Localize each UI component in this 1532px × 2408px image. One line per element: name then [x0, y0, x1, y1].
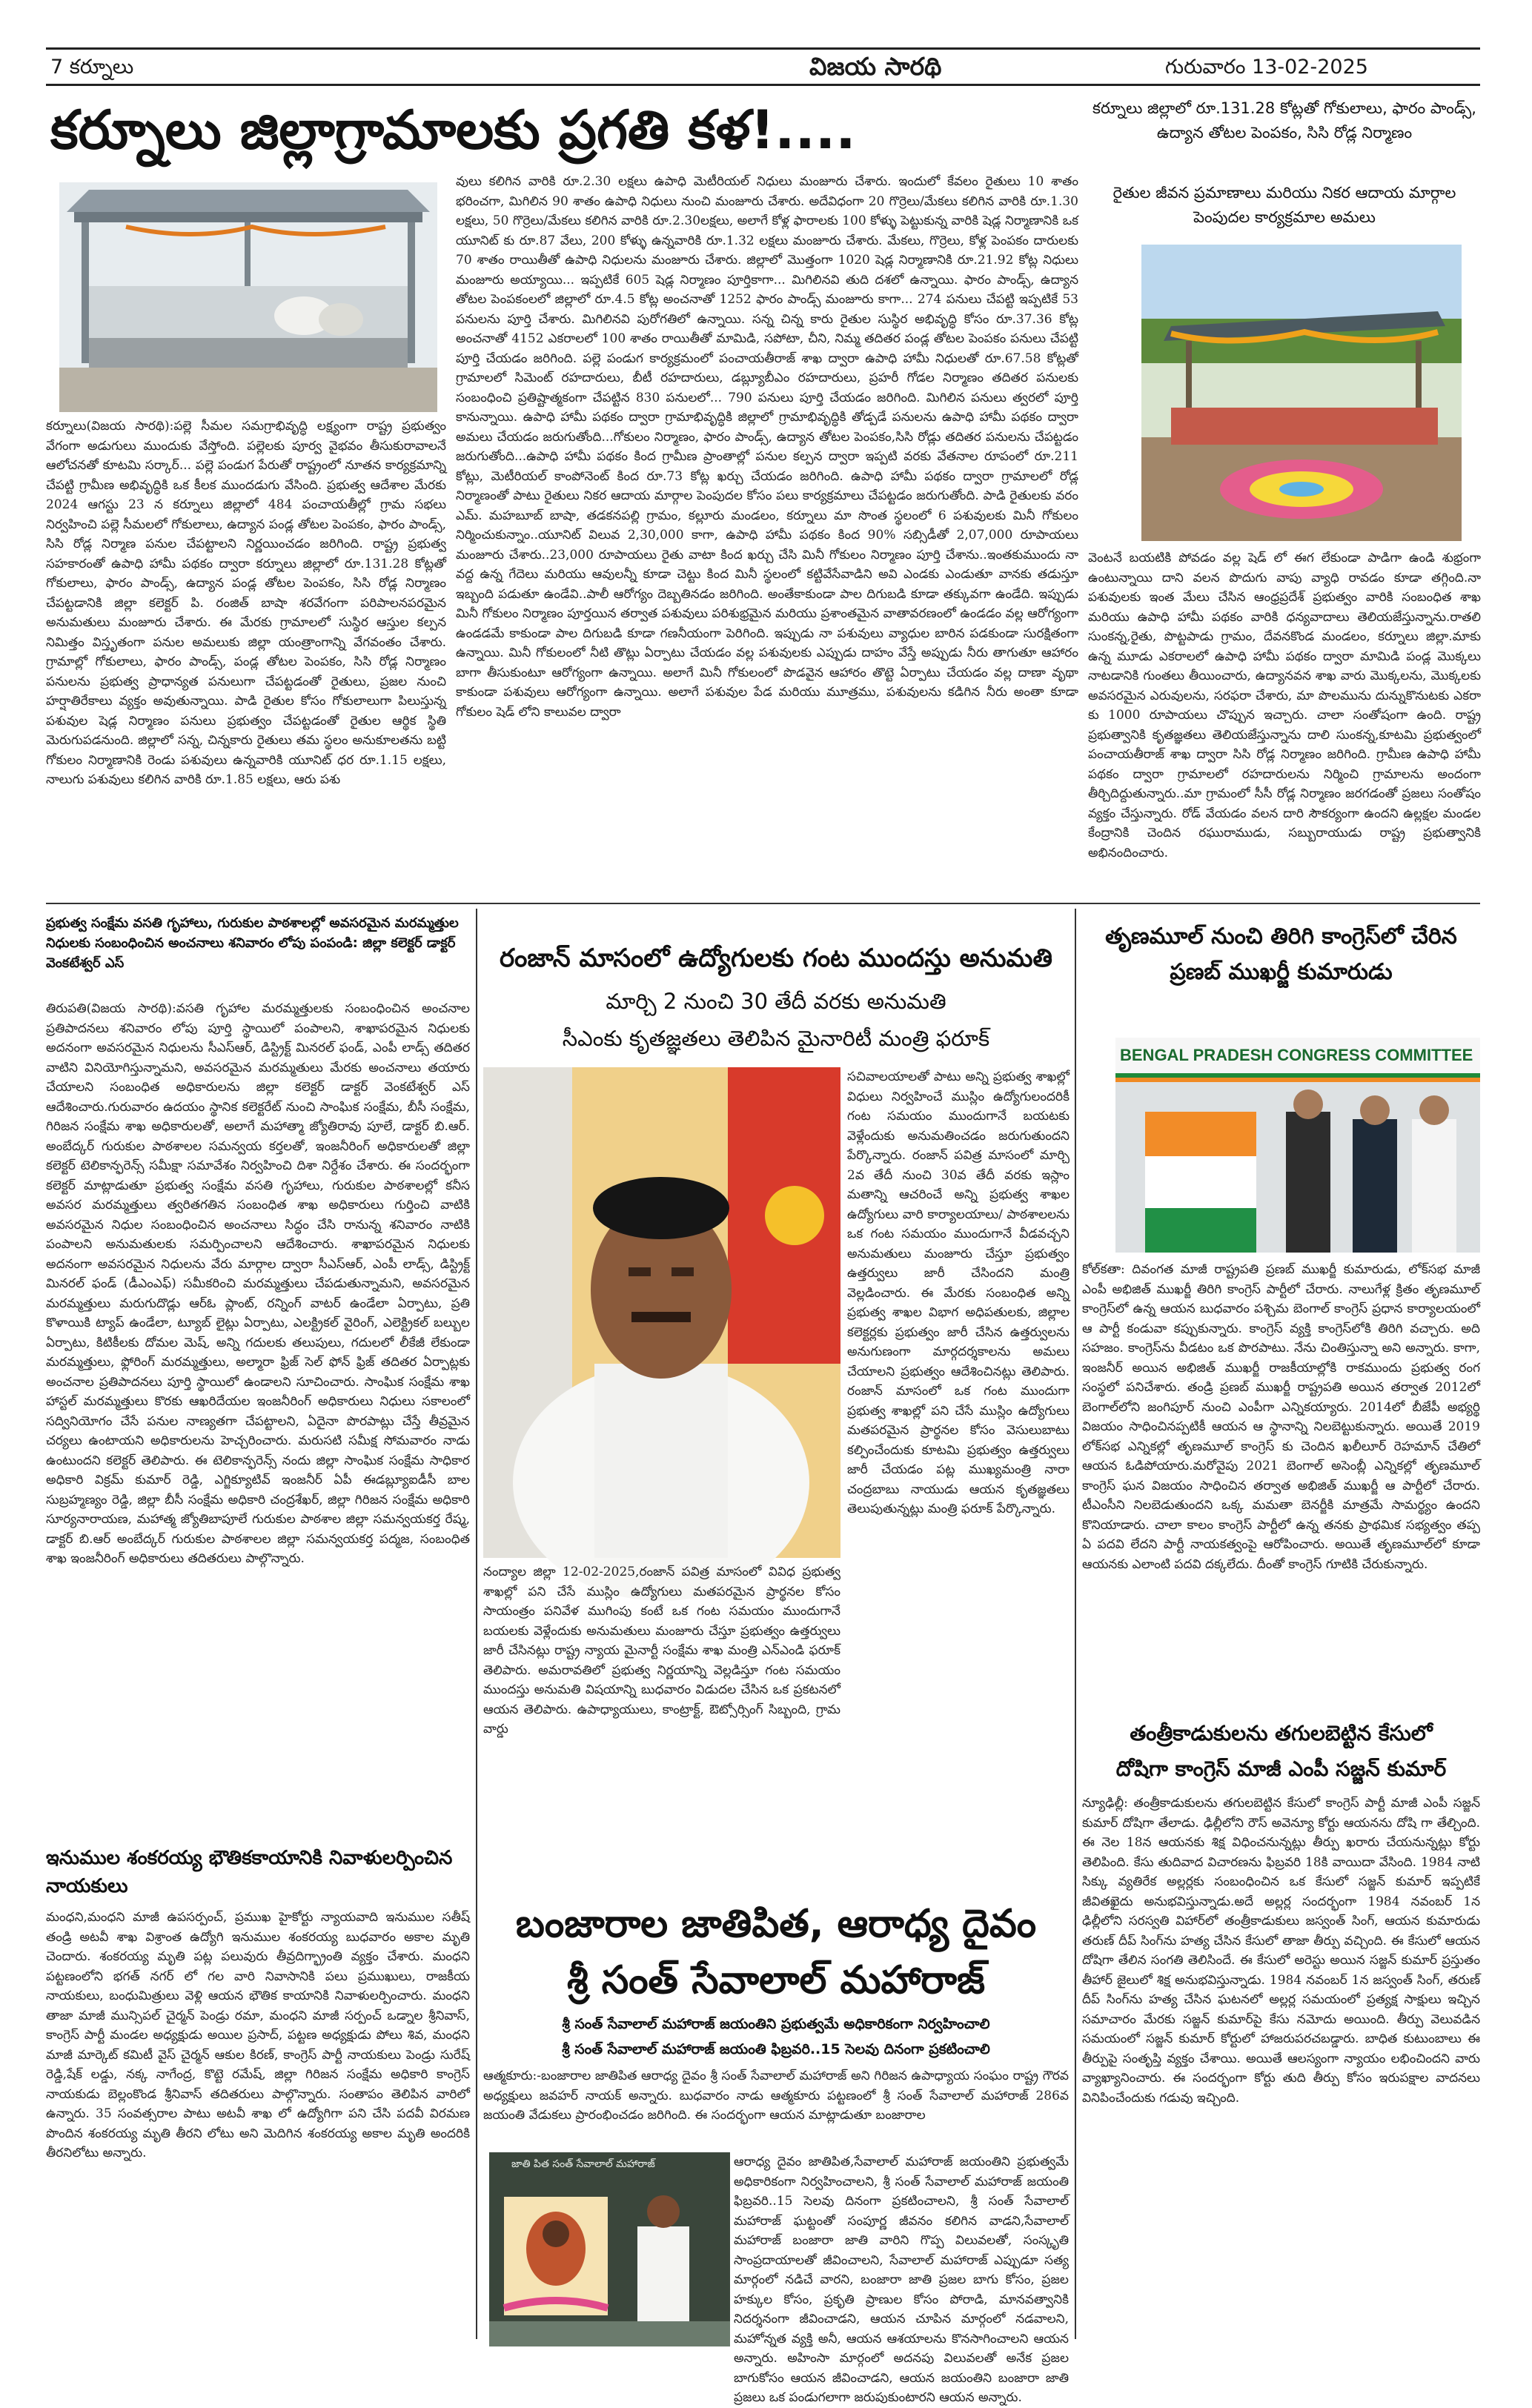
sajjan-body: న్యూఢిల్లీ: తంత్రీకాడుకులను తగులబెట్టిన కేసులో కాంగ్రెస్ పార్టీ మాజీ ఎంపీ సజ్జన్ కుమార్ దోషిగా తేలాడు. ఢిల్లీలోని రౌస్ అవెన్యూ కోర్టు ఆయనను దోషి గా తేల్చింది. ఈ నెల 18న ఆయనకు శిక్ష విధించనున్నట్లు తీర్పు ఖరారు చేయనున్నట్లు కోర్టు తెలిపింది. కేసు తుదివాద విచారణను ఫిబ్రవరి 18కి వాయిదా వేసింది. 1984 నాటి సిక్కు వ్యతిరేక అల్లర్లకు సంబంధించిన ఒక కేసులో సజ్జన్ కుమార్ ఇప్పటికే జీవితఖైదు అనుభవిస్తున్నాడు.అదే అల్లర్ల సందర్భంగా 1984 నవంబర్ 1న ఢిల్లీలోని సరస్వతి విహార్‌లో తంత్రీకాడుకులు జస్వంత్ సింగ్, ఆయన కుమారుడు తరుణ్ దీప్ సింగ్‌ను హత్య చేసిన కేసులో తాజా తీర్పు వచ్చింది. ఈ కేసులో ఆయన దోషిగా తేలిన సంగతి తెలిసిందే. ఈ కేసులో అరెస్టు అయిన సజ్జన్ కుమార్ ప్రస్తుతం తీహార్ జైలులో శిక్ష అనుభవిస్తున్నాడు. 1984 నవంబర్ 1న జస్వంత్ సింగ్, తరుణ్ దీప్ సింగ్‌ను హత్య చేసిన ఘటనలో అల్లర్ల సమయంలో ప్రత్యక్ష సాక్షులు ఇచ్చిన సమాచారం మేరకు సజ్జన్ కుమార్‌పై కేసు నమోదు అయింది. తీర్పు వెలువడిన సమయంలో సజ్జన్ కుమార్ కోర్టులో హాజరుపరచబడ్డారు. బాధిత కుటుంబాలు ఈ తీర్పుపై సంతృప్తి వ్యక్తం చేశాయి. అయితే ఆలస్యంగా న్యాయం లభించిందని వారు వ్యాఖ్యానించారు. ఈ సందర్భంగా కోర్టు తుది తీర్పు కోసం ఇరుపక్షాల వాదనలు వినిపించేందుకు గడువు ఇచ్చింది.	[1082, 1796, 1480, 2106]
lead-col-left: కర్నూలు(విజయ సారథి):పల్లె సీమల సమగ్రాభివృద్ధి లక్ష్యంగా రాష్ట్ర ప్రభుత్వం వేగంగా అడుగులు ముందుకు వేస్తోంది. పల్లెలకు పూర్వ వైభవం తీసుకురావాలనే ఆలోచనతో కూటమి సర్కార్... పల్లె పండుగ పేరుతో రాష్ట్రంలో నూతన కార్యక్రమాన్ని చేపట్టి గ్రామీణ అభివృద్ధికి ఒక కీలక ముందడుగు వేసింది. ప్రభుత్వ ఆదేశాల మేరకు 2024 ఆగస్టు 23 న కర్నూలు జిల్లాలో 484 పంచాయతీల్లో గ్రామ సభలు నిర్వహించి పల్లె సీమలలో గోకులాలు, ఉద్యాన పండ్ల తోటల పెంపకం, ఫారం పాండ్స్, సిసి రోడ్ల నిర్మాణ పనుల చేపట్టాలని నిర్ణయించడం జరిగింది. రాష్ట్ర ప్రభుత్వ సహకారంతో ఉపాధి హామీ పథకం ద్వారా కర్నూలు జిల్లాలో రూ.131.28 కోట్లతో గోకులాలు, ఫారం పాండ్స్, ఉద్యాన పండ్ల తోటల పెంపకం, సిసి రోడ్ల నిర్మాణం చేపట్టడానికి జిల్లా కలెక్టర్ పి. రంజిత్ బాషా శరవేగంగా పరిపాలనపరమైన అనుమతులు మంజూరు చేశారు. ఈ మేరకు గ్రామాలలో సుస్థిర ఆస్తుల కల్పన నిమిత్తం విస్తృతంగా పనుల అమలుకు జిల్లా యంత్రాంగాన్ని వేగవంతం చేశారు. గ్రామాల్లో గోకులాలు, ఫారం పాండ్స్, పండ్ల తోటల పెంపకం, సిసి రోడ్ల నిర్మాణం పనులను ప్రభుత్వ ప్రాధాన్యత పనులుగా చేపట్టడంతో రైతులు, ప్రజల నుంచి హర్షాతిరేకాలు వ్యక్తం అవుతున్నాయి. పాడి రైతుల కోసం గోకులాలుగా పిలుస్తున్న పశువుల షెడ్ల నిర్మాణం పనులు ప్రభుత్వం చేపట్టడంతో రైతుల ఆర్థిక స్థితి మెరుగుపడనుంది. జిల్లాలో సన్న, చిన్నకారు రైతులు తమ స్థలం అనుకూలతను బట్టి గోకులం నిర్మాణానికి రెండు పశువులు ఉన్నవారికి యూనిట్ ధర రూ.1.15 లక్షలు, నాలుగు పశువులు కలిగిన వారికి రూ.1.85 లక్షలు, ఆరు పశు	[46, 419, 446, 787]
sevalal-portrait-illustration	[489, 2152, 730, 2346]
masthead	[46, 47, 1480, 86]
ramzan-headline: రంజాన్ మాసంలో ఉద్యోగులకు గంట ముందస్తు అనుమతి	[499, 943, 1053, 973]
sevalal-photo	[489, 2152, 730, 2346]
sajjan-headline-1: తంత్రీకాడుకులను తగులబెట్టిన కేసులో	[1130, 1721, 1433, 1745]
sevalal-subhead-2: శ్రీ సంత్ సేవాలాల్ మహారాజ్ జయంతి ఫిబ్రవరి..15 సెలవు దినంగా ప్రకటించాలి	[562, 2041, 990, 2057]
ramzan-subhead-1: మార్చి 2 నుంచి 30 తేదీ వరకు అనుమతి	[606, 989, 946, 1014]
sankaraiah-body: మంధని,మంధని మాజీ ఉపసర్పంచ్, ప్రముఖ హైకోర్టు న్యాయవాది ఇనుముల సతీష్ తండ్రి అటవీ శాఖ విశ్రాంత ఉద్యోగి ఇనుముల శంకరయ్య బుధవారం అకాల మృతి చెందారు. శంకరయ్య మృతి పట్ల పలువురు తీవ్రదిగ్భ్రాంతి వ్యక్తం చేశారు. మంధని పట్టణంలోని భగత్ నగర్ లో గల వారి నివాసానికి పలు ప్రముఖులు, రాజకీయ నాయకులు, బంధుమిత్రులు వెళ్లి ఆయన భౌతిక కాయానికి నివాళులర్పించారు. మంధని తాజా మాజీ మున్సిపల్ చైర్మన్ పెండ్రు రమా, మంధని మాజీ సర్పంచ్ ఒడ్నాల శ్రీనివాస్, కాంగ్రెస్ పార్టీ మండల అధ్యక్షుడు అయిల ప్రసాద్, పట్టణ అధ్యక్షుడు పోలు శివ, మంధని మాజీ మార్కెట్ కమిటీ వైస్ చైర్మన్ ఆకుల కిరణ్, కాంగ్రెస్ పార్టీ నాయకులు పెండ్రు సురేష్ రెడ్డి,షేక్ లడ్డు, నక్క నాగేంద్ర, కొట్టె రమేష్, జిల్లా గిరిజన సంక్షేమ అధికారి కాంగ్రెస్ నాయకుడు బెల్లంకొండ శ్రీనివాస్ తదితరులు పాల్గొన్నారు. సంతాపం తెలిపిన వారిలో ఉన్నారు. 35 సంవత్సరాల పాటు అటవీ శాఖ లో ఉద్యోగిగా పని చేసి పదవీ విరమణ పొందిన శంకరయ్య మృతి తీరని లోటు అని మెదిగిన శంకరయ్య అకాల మృతి అందరికి తీరనిలోటు అన్నారు.	[46, 1910, 470, 2160]
pranab-photo	[1115, 1038, 1480, 1253]
pranab-body: కోల్‌కతా: దివంగత మాజీ రాష్ట్రపతి ప్రణబ్ ముఖర్జీ కుమారుడు, లోక్‌సభ మాజీ ఎంపీ అభిజిత్ ముఖర్జీ తిరిగి కాంగ్రెస్ పార్టీలో చేరారు. నాలుగేళ్ల క్రితం తృణమూల్ కాంగ్రెస్‌లో ఉన్న ఆయన బుధవారం పశ్చిమ బెంగాల్ కాంగ్రెస్ ప్రధాన కార్యాలయంలో ఆ పార్టీ కండువా కప్పుకున్నారు. కాంగ్రెస్ వ్యక్తి కాంగ్రెస్‌లోకి తిరిగి వచ్చారు. అది సహజం. కాంగ్రెస్‌ను వీడటం ఒక పొరపాటు. నేను చింతిస్తున్నా అని అన్నారు. కాగా, ఇంజనీర్ అయిన అభిజిత్ ముఖర్జీ రాజకీయాల్లోకి రాకముందు ప్రభుత్వ రంగ సంస్థలో పనిచేశారు. తండ్రి ప్రణబ్ ముఖర్జీ రాష్ట్రపతి అయిన తర్వాత 2012లో బెంగాల్‌లోని జంగిపూర్ నుంచి ఎంపీగా ఎన్నికయ్యారు. 2014లో బీజేపీ అభ్యర్థి విజయం సాధించినప్పటికీ ఆయన ఆ స్థానాన్ని నిలబెట్టుకున్నారు. అయితే 2019 లోక్‌సభ ఎన్నికల్లో తృణమూల్ కాంగ్రెస్ కు చెందిన ఖలీలూర్ రెహమాన్ చేతిలో ఆయన ఓడిపోయారు.మరోవైపు 2021 బెంగాల్ అసెంబ్లీ ఎన్నికల్లో తృణమూల్ కాంగ్రెస్ ఘన విజయం సాధించిన తర్వాత అభిజిత్ ముఖర్జీ ఆ పార్టీలో చేరారు. టీఎంసీని నిలబెడుతుందని ఒక్క మమతా బెనర్జీకి మాత్రమే సామర్థ్యం ఉందని కొనియాడారు. చాలా కాలం కాంగ్రెస్ పార్టీలో ఉన్న తనకు ప్రాథమిక సభ్యత్వం తప్ప ఏ పదవి లేదని పార్టీ నాయకత్వంపై ఆరోపించారు. అయితే తృణమూల్‌లో కూడా ఆయనకు ఎలాంటి పదవి దక్కలేదు. దీంతో కాంగ్రెస్ గూటికి చేరుకున్నారు.	[1082, 1262, 1480, 1572]
section-divider	[46, 903, 1480, 904]
lead-photo-rangoli	[1141, 245, 1462, 541]
pranab-headline: తృణమూల్ నుంచి తిరిగి కాంగ్రెస్‌లో చేరిన ప్రణబ్ ముఖర్జీ కుమారుడు	[1105, 923, 1457, 985]
lead-col-right: వెంటనే బయటికి పోవడం వల్ల షెడ్ లో ఈగ లేకుండా పాడిగా ఉండి శుభ్రంగా ఉంటున్నాయి దాని వలన పొదుగు వాపు వ్యాధి రావడం కూడా తగ్గింది.నా పశువులకు ఇంత మేలు చేసిన ఆంధ్రప్రదేశ్ ప్రభుత్వం వారికి సంబంధిత శాఖ మరియు ఉపాధి హామీ పథకం వారికి ధన్యవాదాలు తెలియజేస్తున్నాను.రాతలి సుంకన్న,రైతు, పొట్టపాడు గ్రామం, దేవనకొండ మండలం, కర్నూలు జిల్లా.మాకు ఉన్న మూడు ఎకరాలలో ఉపాధి హామీ పథకం ద్వారా మామిడి పండ్ల మొక్కలు నాటడానికి గుంతలు తీయించారు, ఉద్యానవన శాఖ వారు మొక్కలను, మొక్కలకు అవసరమైన ఎరువులను, సరఫరా చేశారు, మా పొలమును దున్నుకొనుటకు ఎకరా కు 1000 రూపాయలు చొప్పున ఇచ్చారు. చాలా సంతోషంగా ఉంది. రాష్ట్ర ప్రభుత్వానికి కృతజ్ఞతలు తెలియజేస్తున్నాను దాలి సుంకన్న,కూటమి ప్రభుత్వంలో పంచాయతీరాజ్ శాఖ ద్వారా సిసి రోడ్ల నిర్మాణం జరిగింది. గ్రామీణ ఉపాధి హామీ పథకం ద్వారా గ్రామాలలో రహదారులను నిర్మించి గ్రామాలను అందంగా తీర్చిదిద్దుతున్నారు..మా గ్రామంలో సీసీ రోడ్ల నిర్మాణం జరగడంతో ప్రజలు సంతోషం వ్యక్తం చేస్తున్నారు. రోడ్ వేయడం వలన దారి సౌకర్యంగా ఉందని ఉల్లక్షల మండల కేంద్రానికి చెందిన రఘురాముడు, సబ్బురాయుడు రాష్ట్ర ప్రభుత్వానికి అభినందించారు.	[1088, 551, 1481, 860]
village-shed-rangoli-illustration	[1141, 245, 1462, 541]
sevalal-subhead-1: శ్రీ సంత్ సేవాలాల్ మహారాజ్ జయంతిని ప్రభుత్వమే అధికారికంగా నిర్వహించాలి	[562, 2016, 990, 2032]
ramzan-subhead-2: సీఎంకు కృతజ్ఞతలు తెలిపిన మైనారిటీ మంత్రి ఫరూక్	[562, 1026, 990, 1051]
ramzan-side-text: సచివాలయాలతో పాటు అన్ని ప్రభుత్వ శాఖల్లో విధులు నిర్వహించే ముస్లిం ఉద్యోగులందరికీ గంట సమయం ముందుగానే బయటకు వెళ్లేందుకు అనుమతించడం జరుగుతుందని పేర్కొన్నారు. రంజాన్ పవిత్ర మాసంలో మార్చి 2వ తేదీ నుంచి 30వ తేదీ వరకు ఇస్లాం మతాన్ని ఆచరించే అన్ని ప్రభుత్వ శాఖల ఉద్యోగులు వారి కార్యాలయాలు/ పాఠశాలలను ఒక గంట సమయం ముందుగానే వీడవచ్చని అనుమతులు మంజూరు చేస్తూ ప్రభుత్వం ఉత్తర్వులు జారీ చేసిందని మంత్రి వెల్లడించారు. ఈ మేరకు సంబంధిత అన్ని ప్రభుత్వ శాఖల విభాగ అధిపతులకు, జిల్లాల కలెక్టర్లకు ప్రభుత్వం జారీ చేసిన ఉత్తర్వులను అనుగుణంగా మార్గదర్శకాలను అమలు చేయాలని ప్రభుత్వం ఆదేశించినట్లు తెలిపారు. రంజాన్ మాసంలో ఒక గంట ముందుగా ప్రభుత్వ శాఖల్లో పని చేసే ముస్లిం ఉద్యోగులు మతపరమైన ప్రార్థనల కోసం వెసులుబాటు కల్పించేందుకు కూటమి ప్రభుత్వం ఉత్తర్వులు జారీ చేయడం పట్ల ముఖ్యమంత్రి నారా చంద్రబాబు నాయుడు ఆయన కృతజ్ఞతలు తెలుపుతున్నట్లు మంత్రి ఫరూక్ పేర్కొన్నారు.	[847, 1069, 1070, 1516]
column-rule-left	[476, 909, 477, 2339]
sevalal-intro: ఆత్మకూరు:-బంజారాల జాతిపిత ఆరాధ్య దైవం శ్రీ సంత్ సేవాలాల్ మహారాజ్ అని గిరిజన ఉపాధ్యాయ సంఘం రాష్ట్ర గౌరవ అధ్యక్షులు జవహర్ నాయక్ అన్నారు. బుధవారం నాడు ఆత్మకూరు పట్టణంలో శ్రీ సంత్ సేవాలాల్ మహారాజ్ 286వ జయంతి వేడుకలు ప్రారంభించడం జరిగింది. ఈ సందర్భంగా ఆయన మాట్లాడుతూ బంజారాల	[483, 2069, 1069, 2123]
sevalal-body: ఆరాధ్య దైవం జాతిపిత,సేవాలాల్ మహారాజ్ జయంతిని ప్రభుత్వమే అధికారికంగా నిర్వహించాలని, శ్రీ సంత్ సేవాలాల్ మహారాజ్ జయంతి ఫిబ్రవరి..15 సెలవు దినంగా ప్రకటించాలని, శ్రీ సంత్ సేవాలాల్ మహారాజ్ ఘట్టంతో సంపూర్ణ జీవనం కలిగిన వాడని,సేవాలాల్ మహారాజ్ బంజారా జాతి వారిని గొప్ప విలువలతో, సంస్కృతి సాంప్రదాయాలతో జీవించాలని, సేవాలాల్ మహారాజ్ ఎప్పుడూ సత్య మార్గంలో నడిచే వారని, బంజారా జాతి ప్రజల బాగు కోసం, ప్రజల హక్కుల కోసం, ప్రకృతి ప్రాణుల కోసం పోరాడి, మానవత్వానికి నిదర్శనంగా జీవించాడని, ఆయన చూపిన మార్గంలో నడవాలని, మహోన్నత వ్యక్తి అనీ, ఆయన ఆశయాలను కొనసాగించాలని ఆయన అన్నారు. అహింసా మార్గంలో అదనపు విలువలతో అనేక ప్రజల బాగుకోసం ఆయన జీవించాడని, ఆయన జయంతిని బంజారా జాతి ప్రజలు ఒక పండుగలాగా జరుపుకుంటారని ఆయన అన్నారు.	[734, 2155, 1069, 2405]
lead-headline: కర్నూలు జిల్లాగ్రామాలకు ప్రగతి కళ!....	[50, 99, 856, 161]
sevalal-headline-2: శ్రీ సంత్ సేవాలాల్ మహారాజ్	[566, 1958, 985, 2003]
sajjan-headline-2: దోషిగా కాంగ్రెస్ మాజీ ఎంపీ సజ్జన్ కుమార్	[1115, 1757, 1447, 1781]
paper-name: విజయ సారథి	[809, 52, 942, 81]
minister-photo	[483, 1067, 840, 1558]
page-label: 7 కర్నూలు	[50, 56, 134, 79]
lead-side-head-2: రైతుల జీవన ప్రమాణాలు మరియు నికర ఆదాయ మార్గాల పెంపుదల కార్యక్రమాల అమలు	[1112, 184, 1456, 226]
sevalal-headline-1: బంజారాల జాతిపిత, ఆరాధ్య దైవం	[515, 1902, 1037, 1946]
ramzan-caption: నంద్యాల జిల్లా 12-02-2025,రంజాన్ పవిత్ర మాసంలో వివిధ ప్రభుత్వ శాఖల్లో పని చేసే ముస్లిం ఉద్యోగులు మతపరమైన ప్రార్థనల కోసం సాయంత్రం పనివేళ ముగింపు కంటే ఒక గంట సమయం ముందుగానే బయలకు వెళ్లేందుకు అనుమతులు మంజూరు చేస్తూ ప్రభుత్వం ఉత్తర్వులు జారీ చేసినట్లు రాష్ట్ర న్యాయ మైనార్టీ సంక్షేమ శాఖ మంత్రి ఎన్ఎండి ఫరూక్ తెలిపారు. అమరావతిలో ప్రభుత్వ నిర్ణయాన్ని వెల్లడిస్తూ గంట సమయం ముందస్తు అనుమతి విషయాన్ని బుధవారం విడుదల చేసిన ఒక ప్రకటనలో ఆయన తెలిపారు. ఉపాధ్యాయులు, కాంట్రాక్ట్, ఔట్సోర్సింగ్ సిబ్బంది, గ్రామ వార్డు	[483, 1565, 840, 1737]
pranab-banner-text: BENGAL PRADESH CONGRESS COMMITTEE	[1120, 1046, 1473, 1064]
lead-col-middle: వులు కలిగిన వారికి రూ.2.30 లక్షలు ఉపాధి మెటీరియల్ నిధులు మంజూరు చేశారు. ఇందులో కేవలం రైతులు 10 శాతం భరించగా, మిగిలిన 90 శాతం ఉపాధి నిధులు నుంచి మంజూరు చేశారు. అదేవిధంగా 20 గొర్రెలు/మేకలు కలిగిన వారికి రూ.1.30 లక్షలు, 50 గొర్రెలు/మేకలు కలిగిన వారికి రూ.2.30లక్షలు, అలాగే కోళ్ల ఫారాలకు 100 కోళ్ళు పెట్టుకున్న వారికి షెడ్ల నిర్మాణానికి ఒక యూనిట్ కు రూ.87 వేలు, 200 కోళ్ళు ఉన్నవారికి రూ.1.32 లక్షలు మంజూరు చేశారు. మేకలు, గొర్రెలు, కోళ్ల పెంపకం దారులకు 70 శాతం రాయితీతో ఉపాధి నిధులను మంజూరు చేశారు. జిల్లాలో మొత్తంగా 1020 షెడ్ల నిర్మాణానికి రూ.21.92 కోట్ల నిధులు మంజూరు అయ్యాయి... ఇప్పటికే 605 షెడ్ల నిర్మాణం పూర్తికాగా... మిగిలినవి తుది దశలో ఉన్నాయి. ఫారం పాండ్స్, ఉద్యాన తోటల పెంపకంలలో జిల్లాలో రూ.4.5 కోట్ల అంచనాతో 1252 ఫారం పాండ్స్ మంజూరు కాగా... 274 పనులు చేపట్టి ఇప్పటికే 53 పనులను పూర్తి చేశారు. మిగిలినవి పురోగతిలో ఉన్నాయి. సన్న చిన్న కారు రైతుల సుస్థిర అభివృద్ధి కోసం రూ.37.36 కోట్ల అంచనాతో 4152 ఎకరాలలో 100 శాతం రాయితీతో మామిడి, సపోటా, చీని, నిమ్మ తదితర పండ్ల తోటల పెంపకం పనులు చేపట్టి పూర్తి చేయడం జరిగింది. పల్లె పండుగ కార్యక్రమంలో పంచాయతీరాజ్ శాఖ ద్వారా ఉపాధి హామీ నిధులతో రూ.67.58 కోట్లతో గ్రామాలలో సిమెంట్ రహదారులు, బీటీ రహదారులు, డబ్ల్యూబీఎం రహదారులు, ప్రహరీ గోడల నిర్మాణం తదితర పనులకు సంబంధించి ప్రతిష్టాత్మకంగా చేపట్టిన 830 పనులలో... 790 పనులు పూర్తి చేయడం జరిగింది. మిగిలిన పనులు త్వరలో పూర్తి కానున్నాయి. ఉపాధి హామీ పథకం ద్వారా గ్రామాభివృద్ధికి జిల్లాలో గ్రామాభివృద్ధికి తోడ్పడే పనులను ఉపాధి హామీ పథకం ద్వారా అమలు చేయడం జరుగుతోంది...గోకులం నిర్మాణం, ఫారం పాండ్స్, ఉద్యాన తోటల పెంపకం,సిసి రోడ్లు తదితర పనులను చేపట్టడం జరుగుతోంది...ఉపాధి హామీ పథకం కింద గ్రామీణ ప్రాంతాల్లో పనుల కల్పన ద్వారా ఇప్పటి వరకు వేతనాల రూపంలో రూ.211 కోట్లు, మెటీరియల్ కాంపోనెంట్ కింద రూ.73 కోట్ల ఖర్చు చేయడం జరిగింది. ఉపాధి హామీ పథకం ద్వారా గ్రామాలలో రోడ్ల నిర్మాణంతో పాటు రైతులు నికర ఆదాయ మార్గాల పెంపుదల కోసం పలు కార్యక్రమాలు చేపట్టడం జరుగుతోంది. పాడి రైతులకు వరం ఎమ్. మహబూబ్ బాషా, తడకనపల్లి గ్రామం, కల్లూరు మండలం, కర్నూలు మా సొంత స్థలంలో 6 పశువులకు మినీ గోకులం నిర్మించుకున్నాం..యూనిట్ విలువ 2,30,000 కాగా, ఉపాధి హామీ పథకం కింద 90% సబ్సిడీతో 2,07,000 రూపాయలు మంజూరు చేశారు..23,000 రూపాయలు రైతు వాటా కింద ఖర్చు చేసి మినీ గోకులం నిర్మాణం పూర్తి చేశాను..ఇంతకుముందు నా వద్ద ఉన్న గేదెలు మరియు ఆవులన్నీ కూడా చెట్టు కింద మినీ స్థలంలో కట్టివేసేవాడిని అవి ఎండకు ఎండుతూ వానకు తడుస్తూ ఇబ్బంది పడుతూ ఉండేవి..పాలీ ఆరోగ్యం దెబ్బతినడం జరిగింది. అంతేకాకుండా పాల దిగుబడి కూడా తక్కువగా ఉండేది. ఇప్పుడు మినీ గోకులం నిర్మాణం పూర్తయిన తర్వాత పశువులు పరిశుభ్రమైన మరియు ప్రశాంతమైన వాతావరణంలో ఉండడం వల్ల ఆరోగ్యంగా ఉండడమే కాకుండా పాల దిగుబడి కూడా గణనీయంగా పెరిగింది. ఇప్పుడు నా పశువులు వ్యాధుల బారిన పడకుండా సురక్షితంగా ఉన్నాయి. మినీ గోకులంలో నీటి తొట్లు ఏర్పాటు చేయడం వల్ల పశువులకు ఎప్పుడు దాహం వేస్తే అప్పుడు నీరు తాగుతూ ఆహారం బాగా తీసుకుంటూ ఆరోగ్యంగా ఉన్నాయి. అలాగే మినీ గోకులంలో పొడవైన ఆహారం తొట్టె ఏర్పాటు చేయడం వల్ల దాణా వృథా కాకుండా పశువులు ఆరోగ్యంగా ఉన్నాయి. అలాగే పశువుల పేడ మరియు మూత్రము, పశువులను కడిగిన నీరు అంతా కూడా గోకులం షెడ్ లోని కాలువల ద్వారా	[456, 174, 1078, 720]
column-rule-right	[1075, 909, 1076, 2339]
lead-photo-shed	[59, 182, 437, 412]
lead-side-head-1: కర్నూలు జిల్లాలో రూ.131.28 కోట్లతో గోకులాలు, ఫారం పాండ్స్, ఉద్యాన తోటల పెంపకం, సిసి రోడ్ల నిర్మాణం	[1092, 99, 1476, 142]
minister-portrait-illustration	[483, 1067, 840, 1558]
sevalal-board-text: జాతి పిత సంత్ సేవాలాల్ మహారాజ్	[511, 2158, 655, 2170]
tirupati-headline: ప్రభుత్వ సంక్షేమ వసతి గృహాలు, గురుకుల పాఠశాలల్లో అవసరమైన మరమ్మత్తుల నిధులకు సంబంధించిన అంచనాలు శనివారం లోపు పంపండి: జిల్లా కలెక్టర్ డాక్టర్ వెంకటేశ్వర్ ఎస్	[46, 915, 459, 971]
cattle-shed-illustration	[59, 182, 437, 412]
sankaraiah-headline: ఇనుముల శంకరయ్య భౌతికకాయానికి నివాళులర్పించిన నాయకులు	[46, 1847, 453, 1897]
tirupati-body: తిరుపతి(విజయ సారథి):వసతి గృహాల మరమ్మత్తులకు సంబంధించిన అంచనాల ప్రతిపాదనలు శనివారం లోపు పూర్తి స్థాయిలో పంపాలని, శాఖాపరమైన నిధులకు అదనంగా అవసరమైన నిధులను సీఎస్ఆర్, డిస్ట్రిక్ట్ మినరల్ ఫండ్, ఎంపీ లాడ్స్ తదితర వాటిని వినియోగిస్తున్నామని, అవసరమైన మరమ్మతులు మేరకు అంచనాలు తయారు చేయాలని సంబంధిత అధికారులను జిల్లా కలెక్టర్ డాక్టర్ వెంకటేశ్వర్ ఎస్ ఆదేశించారు.గురువారం ఉదయం స్థానిక కలెక్టరేట్ నుంచి సాంఘిక సంక్షేమ, బీసీ సంక్షేమ, గిరిజన సంక్షేమ శాఖ అధికారులతో, అలాగే మహాత్మా జ్యోతిరావు పూలే, డాక్టర్ బి.ఆర్. అంబేద్కర్ గురుకుల పాఠశాలల సమన్వయ కర్తలతో, ఇంజనీరింగ్ అధికారులతో జిల్లా కలెక్టర్ టెలికాన్ఫరెన్స్ సమీక్షా సమావేశం నిర్వహించి దిశా నిర్దేశం చేశారు. ఈ సందర్భంగా కలెక్టర్ మాట్లాడుతూ ప్రభుత్వ సంక్షేమ వసతి గృహాలు, గురుకుల పాఠశాలల్లో కనీస అవసర మరమ్మత్తులు త్వరితగతిన సంబంధిత శాఖ అధికారులు గుర్తించి వాటికి అవసరమైన నిధుల సంబంధించిన అంచనాలు సిద్ధం చేసి రానున్న శనివారం నాటికి పంపాలని అనుమతులకు సమర్పించాలని ఆదేశించారు. శాఖాపరమైన నిధులకు అదనంగా అవసరమైన నిధులను వేరు మార్గాల ద్వారా సీఎస్ఆర్, ఎంపీ లాడ్స్, డిస్ట్రిక్ట్ మినరల్ ఫండ్ (డీఎంఎఫ్) సమీకరించి మరమ్మత్తులు చేపడుతున్నామని, అవసరమైన మరమ్మత్తులు మరుగుదొడ్లు ఆర్ఓ ప్లాంట్, రన్నింగ్ వాటర్ ఉండేలా ఏర్పాటు, ప్రతి కొళాయికి ట్యాప్ ఉండేలా, ట్యూబ్ లైట్లు ఏర్పాటు, ఎలక్ట్రికల్ వైరింగ్, ఎలెక్ట్రికల్ బల్బుల ఏర్పాటు, కిటికీలకు దోమల మెష్, అన్ని గదులకు తలుపులు, గదులలో లీకేజీ లేకుండా మరమ్మత్తులు, ఫ్లోరింగ్ మరమ్మత్తులు, అల్మారా ఫ్రిజ్ సెల్ ఫోన్ ఫ్రిజ్ తదితర ఏర్పాట్లకు అంచనాల ప్రతిపాదనలు పూర్తి స్థాయిలో ఉండాలని సూచించారు. సాంఘిక సంక్షేమ శాఖ హాస్టల్ మరమ్మత్తులు కొరకు ఆఖరిదేయల ఇంజనీరింగ్ అధికారులు నిధులు సకాలంలో సద్వినియోగం చేసే పనుల నాణ్యతగా చేపట్టాలని, ఏదైనా పొరపాట్లు చేస్తే తీవ్రమైన చర్యలు ఉంటాయని అధికారులను హెచ్చరించారు. మరుసటి సమీక్ష సోమవారం నాడు ఉంటుందని కలెక్టర్ తెలిపారు. ఈ టెలికాన్ఫరెన్స్ నందు జిల్లా సాంఘిక సంక్షేమ సాధికార అధికారి విక్రమ్ కుమార్ రెడ్డి, ఎగ్జిక్యూటివ్ ఇంజనీర్ ఏపీ ఈడబ్ల్యూఐడీసీ బాల సుబ్రహ్మణ్యం రెడ్డి, జిల్లా బీసీ సంక్షేమ అధికారి చంద్రశేఖర్, జిల్లా గిరిజన సంక్షేమ అధికారి సూర్యనారాయణ, మహాత్మ జ్యోతిబాపూలే గురుకుల పాఠశాల జిల్లా సమన్వయకర్త రేష్మ, డాక్టర్ బి.ఆర్ అంబేద్కర్ గురుకుల పాఠశాలల జిల్లా సమన్వయకర్త పద్మజ, సంబంధిత శాఖ ఇంజనీరింగ్ అధికారులు తదితరులు పాల్గొన్నారు.	[46, 1001, 470, 1566]
date-label: గురువారం 13-02-2025	[1165, 56, 1368, 79]
congress-joining-illustration	[1115, 1038, 1480, 1253]
